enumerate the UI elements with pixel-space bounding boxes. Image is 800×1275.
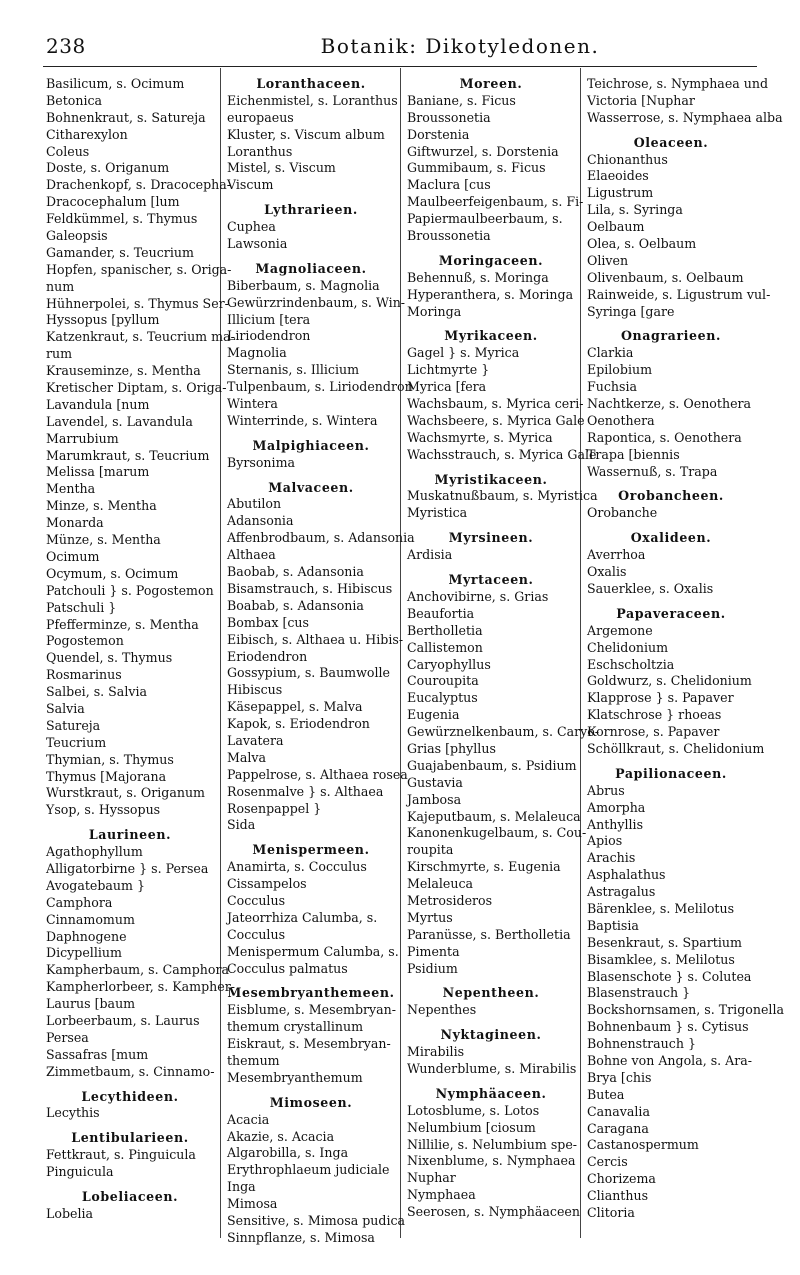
index-entry: Besenkraut, s. Spartium (587, 934, 742, 950)
section-heading: Papilionaceen. (615, 765, 727, 781)
index-entry: Clitoria (587, 1205, 635, 1220)
index-entry: Maulbeerfeigenbaum, s. Fi- (407, 194, 584, 210)
index-entry: Astragalus (587, 884, 656, 900)
section-heading: Lecythideen. (81, 1088, 179, 1104)
column-divider (400, 68, 401, 1238)
index-entry: Menispermum Calumba, s. (227, 943, 399, 959)
index-entry: Salbei, s. Salvia (46, 684, 147, 700)
index-entry: Loranthus (227, 143, 293, 159)
index-entry: Cocculus (227, 892, 286, 908)
index-entry: Oxalis (587, 564, 627, 580)
index-entry: Kampherlorbeer, s. Kampher- (46, 979, 235, 995)
index-entry: Gewürzrindenbaum, s. Win- (227, 294, 406, 310)
index-entry: Coleus (46, 143, 90, 159)
index-entry: Wassernuß, s. Trapa (587, 463, 718, 479)
index-entry: Katzenkraut, s. Teucrium ma- (46, 329, 235, 345)
index-entry: Behennuß, s. Moringa (407, 269, 549, 285)
section-heading: Nymphäaceen. (435, 1085, 547, 1101)
index-entry: Dorstenia (407, 126, 470, 142)
index-entry: Biberbaum, s. Magnolia (227, 277, 380, 293)
index-entry: Nillilie, s. Nelumbium spe- (407, 1136, 578, 1152)
index-entry: Doste, s. Origanum (46, 160, 170, 176)
index-entry: Butea (587, 1086, 625, 1102)
index-entry: Monarda (46, 515, 104, 531)
index-entry: Lawsonia (227, 236, 288, 252)
index-entry: Eugenia (407, 707, 460, 723)
index-entry: Salvia (46, 700, 85, 716)
index-entry: Feldkümmel, s. Thymus (46, 211, 198, 227)
index-entry: Marrubium (46, 430, 119, 446)
section-heading: Malpighiaceen. (252, 437, 370, 453)
section-heading: Mesembryanthemeen. (227, 985, 395, 1001)
index-entry: Nixenblume, s. Nymphaea (407, 1153, 576, 1169)
index-entry: Orobanche (587, 505, 658, 521)
index-entry: Anchovibirne, s. Grias (407, 588, 549, 604)
index-entry: Sternanis, s. Illicium (227, 362, 360, 378)
index-entry: Eschscholtzia (587, 656, 675, 672)
index-entry: Cissampelos (227, 876, 307, 892)
index-entry: Wachsbeere, s. Myrica Gale (407, 412, 585, 428)
index-entry: Jateorrhiza Calumba, s. (227, 909, 378, 925)
index-entry: Klatschrose } rhoeas (587, 707, 722, 723)
index-entry: Myrtus (407, 909, 453, 925)
index-entry: Apios (587, 833, 623, 849)
index-entry: Patschuli } (46, 599, 117, 615)
index-entry: Eriodendron (227, 648, 308, 664)
index-entry: Baptisia (587, 917, 639, 933)
index-entry: Eucalyptus (407, 690, 478, 706)
index-entry: Althaea (227, 547, 276, 563)
index-entry: Bombax [cus (227, 614, 309, 630)
index-entry: Rainweide, s. Ligustrum vul- (587, 286, 771, 302)
column-divider (580, 68, 581, 1238)
section-heading: Orobancheen. (618, 488, 724, 504)
index-entry: Akazie, s. Acacia (227, 1128, 335, 1144)
index-entry: Wunderblume, s. Mirabilis (407, 1060, 577, 1076)
index-column-1 (46, 76, 235, 1223)
section-heading: Laurineen. (88, 827, 172, 843)
section-heading: Papaveraceen. (616, 605, 726, 621)
index-entry: Erythrophlaeum judiciale (227, 1162, 390, 1178)
index-entry: Bohnenkraut, s. Satureja (46, 109, 206, 125)
index-entry: Galeopsis (46, 228, 108, 244)
index-entry: Eichenmistel, s. Loranthus (227, 92, 398, 108)
index-entry: Couroupita (407, 673, 479, 689)
index-entry: europaeus (227, 109, 294, 125)
index-entry: Trapa [biennis (587, 446, 680, 462)
index-entry: Cinnamomum (46, 911, 135, 927)
index-entry: Dicypellium (46, 945, 122, 961)
index-entry: Lotosblume, s. Lotos (407, 1102, 540, 1118)
index-entry: Kajeputbaum, s. Melaleuca (407, 808, 581, 824)
index-entry: Liriodendron (227, 328, 311, 344)
index-entry: Pogostemon (46, 633, 124, 649)
index-entry: Bisamklee, s. Melilotus (587, 951, 735, 967)
index-entry: Sauerklee, s. Oxalis (587, 580, 714, 596)
index-entry: Seerosen, s. Nymphäaceen (407, 1204, 580, 1220)
index-entry: Inga (227, 1179, 256, 1195)
index-entry: Bohnenbaum } s. Cytisus (587, 1019, 749, 1035)
index-entry: Malva (227, 749, 267, 765)
section-heading: Myrtaceen. (448, 572, 534, 588)
index-entry: Teichrose, s. Nymphaea und (587, 76, 769, 91)
index-entry: Olea, s. Oelbaum (587, 236, 697, 252)
index-entry: Camphora (46, 894, 113, 910)
index-entry: Cocculus (227, 926, 286, 942)
index-entry: Patchouli } s. Pogostemon (46, 582, 214, 598)
index-entry: Averrhoa (587, 547, 646, 563)
index-entry: Papiermaulbeerbaum, s. (407, 211, 563, 227)
index-column-4 (587, 76, 784, 1222)
index-entry: Ocymum, s. Ocimum (46, 565, 179, 581)
index-entry: Mistel, s. Viscum (227, 160, 336, 176)
index-entry: Boabab, s. Adansonia (227, 597, 364, 613)
section-heading: Oleaceen. (633, 134, 709, 150)
index-entry: themum crystallinum (227, 1019, 364, 1035)
index-entry: Thymian, s. Thymus (46, 751, 174, 767)
index-entry: Citharexylon (46, 126, 128, 142)
index-entry: Ardisia (407, 547, 453, 563)
index-entry: Moringa (407, 303, 462, 319)
index-entry: Hibiscus (227, 682, 283, 698)
index-entry: Giftwurzel, s. Dorstenia (407, 143, 559, 159)
index-entry: Guajabenbaum, s. Psidium (407, 757, 577, 773)
index-entry: Adansonia (227, 513, 294, 529)
index-entry: Bisamstrauch, s. Hibiscus (227, 580, 393, 596)
index-entry: Krauseminze, s. Mentha (46, 363, 201, 379)
index-entry: Victoria [Nuphar (587, 92, 695, 108)
section-heading: Mimoseen. (269, 1094, 353, 1110)
index-entry: Eisblume, s. Mesembryan- (227, 1002, 397, 1018)
index-entry: Mirabilis (407, 1044, 465, 1060)
index-entry: Basilicum, s. Ocimum (46, 76, 185, 91)
index-entry: Chionanthus (587, 151, 668, 167)
index-entry: Gagel } s. Myrica (407, 345, 520, 361)
index-entry: Cuphea (227, 219, 276, 235)
section-heading: Malvaceen. (268, 479, 354, 495)
index-entry: Kanonenkugelbaum, s. Cou- (407, 825, 587, 841)
section-heading: Lentibularieen. (71, 1130, 189, 1146)
index-entry: Dracocephalum [lum (46, 194, 180, 210)
index-entry: Oliven (587, 252, 629, 268)
index-entry: Lavendel, s. Lavandula (46, 413, 193, 429)
index-entry: Münze, s. Mentha (46, 532, 161, 548)
index-entry: Jambosa (407, 791, 462, 807)
page-title: Botanik: Dikotyledonen. (320, 34, 600, 58)
index-entry: Cercis (587, 1154, 628, 1170)
index-entry: Käsepappel, s. Malva (227, 699, 363, 715)
index-entry: Ocimum (46, 548, 100, 564)
header-rule (43, 66, 757, 67)
index-entry: Anthyllis (587, 816, 644, 832)
index-entry: Magnolia (227, 345, 287, 361)
index-entry: Lavatera (227, 732, 284, 748)
index-entry: Muskatnußbaum, s. Myristica (407, 488, 598, 504)
index-entry: Viscum (227, 177, 274, 193)
index-entry: Amorpha (587, 799, 646, 815)
index-entry: Bohnenstrauch } (587, 1036, 696, 1052)
index-entry: roupita (407, 842, 454, 858)
section-heading: Myrsineen. (448, 530, 534, 546)
index-entry: rum (46, 346, 73, 362)
index-entry: Satureja (46, 717, 101, 733)
section-heading: Loranthaceen. (256, 76, 366, 91)
index-entry: Alligatorbirne } s. Persea (46, 860, 209, 876)
index-entry: Oelbaum (587, 219, 645, 235)
index-entry: Ligustrum (587, 185, 654, 201)
index-entry: Schöllkraut, s. Chelidonium (587, 740, 765, 756)
index-entry: Bärenklee, s. Melilotus (587, 900, 735, 916)
index-entry: Lorbeerbaum, s. Laurus (46, 1012, 200, 1028)
index-entry: Kornrose, s. Papaver (587, 724, 720, 740)
index-entry: Syringa [gare (587, 303, 675, 319)
index-entry: Gossypium, s. Baumwolle (227, 665, 390, 681)
index-entry: Wurstkraut, s. Origanum (46, 785, 206, 801)
index-entry: Byrsonima (227, 454, 296, 470)
index-entry: Affenbrodbaum, s. Adansonia (227, 530, 415, 546)
index-entry: Fuchsia (587, 379, 638, 395)
index-entry: Nepenthes (407, 1002, 477, 1018)
index-entry: Hyssopus [pyllum (46, 312, 160, 328)
index-entry: Drachenkopf, s. Dracocepha- (46, 177, 232, 193)
section-heading: Moreen. (459, 76, 523, 91)
index-entry: Wachsbaum, s. Myrica ceri- (407, 396, 584, 412)
index-entry: Castanospermum (587, 1137, 699, 1153)
index-entry: Blasenstrauch } (587, 985, 691, 1001)
index-entry: Metrosideros (407, 892, 493, 908)
index-entry: Myristica (407, 505, 468, 521)
index-entry: Nachtkerze, s. Oenothera (587, 396, 752, 412)
index-entry: Pappelrose, s. Althaea rosea (227, 766, 408, 782)
index-entry: Kapok, s. Eriodendron (227, 716, 370, 732)
index-entry: Wachsstrauch, s. Myrica Gale (407, 446, 597, 462)
index-entry: Clarkia (587, 345, 634, 361)
section-heading: Oxalideen. (630, 530, 712, 546)
index-entry: Myrica [fera (407, 379, 487, 395)
index-entry: Rosmarinus (46, 667, 122, 683)
index-entry: Rosenpappel } (227, 800, 322, 816)
index-entry: Cocculus palmatus (227, 960, 348, 976)
page-number: 238 (46, 34, 86, 58)
index-entry: Maclura [cus (407, 177, 491, 193)
index-entry: Sensitive, s. Mimosa pudica (227, 1213, 406, 1228)
index-entry: Abutilon (227, 496, 282, 512)
index-entry: Paranüsse, s. Bertholletia (407, 926, 571, 942)
index-entry: Grias [phyllus (407, 740, 496, 756)
index-entry: Klapprose } s. Papaver (587, 690, 734, 706)
section-heading: Lythrarieen. (264, 202, 358, 218)
index-entry: Broussonetia (407, 228, 491, 244)
index-entry: Oenothera (587, 412, 655, 428)
index-entry: Avogatebaum } (46, 877, 146, 893)
index-entry: Persea (46, 1029, 89, 1045)
index-entry: Kirschmyrte, s. Eugenia (407, 859, 561, 875)
index-entry: Epilobium (587, 362, 653, 378)
index-entry: Tulpenbaum, s. Liriodendron (227, 379, 413, 395)
index-entry: Mentha (46, 481, 96, 497)
index-entry: Brya [chis (587, 1069, 652, 1085)
index-entry: Algarobilla, s. Inga (227, 1145, 349, 1161)
column-divider (220, 68, 221, 1238)
index-entry: Winterrinde, s. Wintera (227, 412, 378, 428)
index-entry: Callistemon (407, 639, 483, 655)
index-entry: Mimosa (227, 1196, 278, 1212)
index-entry: Broussonetia (407, 109, 491, 125)
index-entry: Melissa [marum (46, 464, 150, 480)
index-entry: Eiskraut, s. Mesembryan- (227, 1036, 391, 1052)
index-entry: Elaeoides (587, 168, 649, 184)
index-entry: themum (227, 1052, 280, 1068)
index-entry: Lila, s. Syringa (587, 202, 683, 218)
index-entry: Daphnogene (46, 928, 127, 944)
index-entry: Minze, s. Mentha (46, 498, 157, 514)
index-entry: Pinguicula (46, 1164, 114, 1180)
index-entry: Olivenbaum, s. Oelbaum (587, 269, 744, 285)
index-entry: Lecythis (46, 1105, 100, 1121)
index-entry: Teucrium (46, 734, 107, 750)
section-heading: Magnoliaceen. (255, 260, 367, 276)
index-entry: Gewürznelkenbaum, s. Caryo- (407, 724, 600, 740)
index-entry: Chorizema (587, 1171, 656, 1187)
index-entry: Clianthus (587, 1188, 649, 1204)
index-column-2 (227, 76, 415, 1247)
index-entry: Canavalia (587, 1103, 650, 1119)
section-heading: Nepentheen. (442, 985, 540, 1001)
index-entry: Arachis (587, 850, 636, 866)
index-entry: Mesembryanthemum (227, 1069, 363, 1085)
index-entry: Wasserrose, s. Nymphaea alba (587, 109, 783, 125)
index-entry: Kampherbaum, s. Camphora (46, 962, 229, 978)
index-entry: Zimmetbaum, s. Cinnamo- (46, 1063, 215, 1079)
index-entry: Argemone (587, 622, 653, 638)
section-heading: Nyktagineen. (440, 1027, 542, 1043)
index-entry: Pfefferminze, s. Mentha (46, 616, 199, 632)
index-entry: Sassafras [mum (46, 1046, 149, 1062)
index-entry: Fettkraut, s. Pinguicula (46, 1147, 196, 1163)
section-heading: Onagrarieen. (620, 328, 722, 344)
index-entry: Baniane, s. Ficus (407, 92, 516, 108)
index-entry: Nuphar (407, 1170, 456, 1186)
index-entry: Gustavia (407, 774, 463, 790)
index-entry: Kluster, s. Viscum album (227, 126, 385, 142)
index-entry: Chelidonium (587, 639, 669, 655)
index-entry: Wintera (227, 396, 278, 412)
index-entry: Agathophyllum (46, 844, 143, 860)
index-entry: Hopfen, spanischer, s. Origa- (46, 261, 232, 277)
index-entry: Marumkraut, s. Teucrium (46, 447, 210, 463)
index-entry: Hyperanthera, s. Moringa (407, 286, 574, 302)
index-column-3 (407, 76, 600, 1221)
index-entry: Blasenschote } s. Colutea (587, 968, 752, 984)
index-entry: Goldwurz, s. Chelidonium (587, 673, 752, 689)
section-heading: Myrikaceen. (444, 328, 538, 344)
section-heading: Moringaceen. (438, 252, 544, 268)
index-entry: Eibisch, s. Althaea u. Hibis- (227, 631, 404, 647)
index-entry: Melaleuca (407, 876, 474, 892)
index-entry: Psidium (407, 960, 458, 976)
index-entry: Rosenmalve } s. Althaea (227, 783, 384, 799)
index-entry: Acacia (227, 1111, 270, 1127)
index-entry: Illicium [tera (227, 311, 311, 327)
index-entry: num (46, 278, 75, 294)
index-entry: Betonica (46, 92, 103, 108)
index-entry: Pimenta (407, 943, 460, 959)
section-heading: Lobeliaceen. (81, 1189, 179, 1204)
index-entry: Bockshornsamen, s. Trigonella (587, 1002, 784, 1018)
index-entry: Wachsmyrte, s. Myrica (407, 429, 553, 445)
index-entry: Asphalathus (587, 867, 666, 883)
index-entry: Lichtmyrte } (407, 362, 490, 378)
index-entry: Abrus (587, 782, 625, 798)
index-entry: Gummibaum, s. Ficus (407, 160, 546, 176)
index-entry: Beaufortia (407, 605, 475, 621)
index-entry: Ysop, s. Hyssopus (46, 802, 161, 818)
index-entry: Gamander, s. Teucrium (46, 244, 194, 260)
index-entry: Anamirta, s. Cocculus (227, 859, 367, 875)
index-entry: Nelumbium [ciosum (407, 1119, 536, 1135)
index-entry: Lobelia (46, 1205, 94, 1221)
index-entry: Bohne von Angola, s. Ara- (587, 1052, 753, 1068)
index-entry: Baobab, s. Adansonia (227, 564, 364, 580)
index-entry: Lavandula [num (46, 396, 150, 412)
index-entry: Hühnerpolei, s. Thymus Ser- (46, 295, 229, 311)
index-entry: Sida (227, 817, 256, 833)
index-entry: Quendel, s. Thymus (46, 650, 173, 666)
index-entry: Bertholletia (407, 622, 483, 638)
index-entry: Caragana (587, 1120, 649, 1136)
index-entry: Sinnpflanze, s. Mimosa (227, 1229, 375, 1245)
section-heading: Myristikaceen. (434, 471, 548, 487)
section-heading: Menispermeen. (252, 842, 370, 858)
index-entry: Caryophyllus (407, 656, 491, 672)
index-entry: Laurus [baum (46, 996, 136, 1012)
index-entry: Nymphaea (407, 1187, 476, 1203)
index-entry: Kretischer Diptam, s. Origa- (46, 380, 227, 396)
index-entry: Rapontica, s. Oenothera (587, 429, 742, 445)
index-entry: Thymus [Majorana (46, 768, 167, 784)
